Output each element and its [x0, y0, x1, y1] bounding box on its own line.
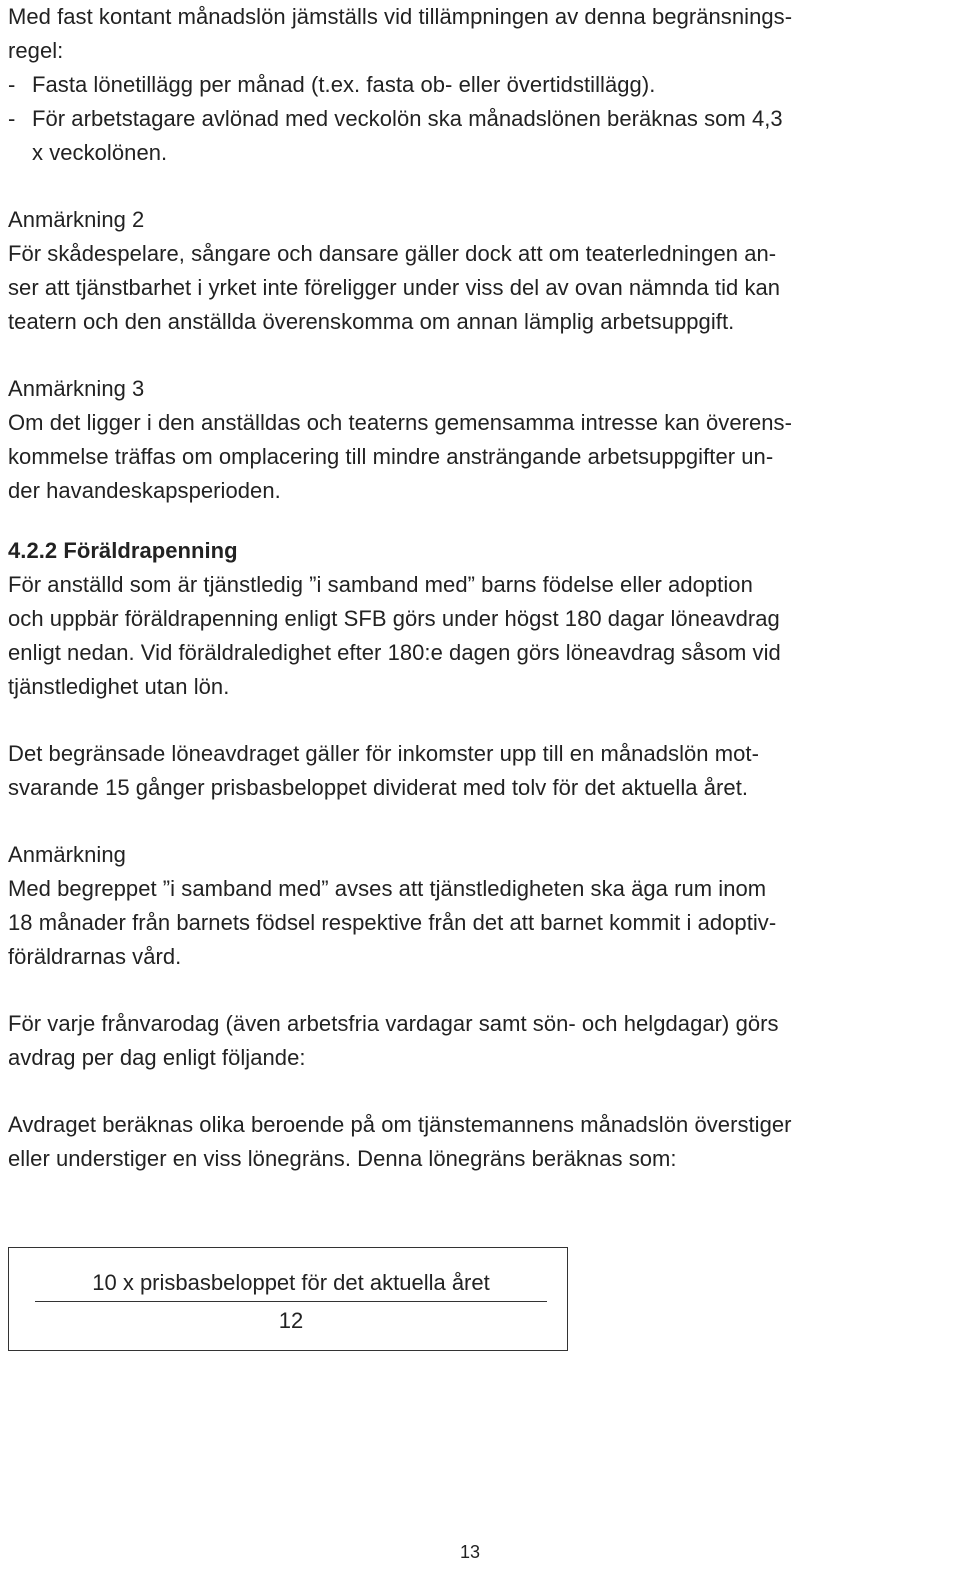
- note-3: [8, 372, 928, 508]
- text-line: 18 månader från barnets födsel respektive från det att barnet kommit i adoptiv-: [8, 910, 777, 935]
- document-page: [8, 0, 928, 1176]
- dash-bullet: -: [8, 106, 16, 131]
- list-item: [8, 102, 928, 136]
- text-line: Med begreppet ”i samband med” avses att tjänstledigheten ska äga rum inom: [8, 876, 767, 901]
- paragraph: [8, 568, 928, 704]
- spacer: [8, 170, 928, 203]
- note-title: Anmärkning 3: [8, 376, 145, 401]
- dash-bullet: -: [8, 72, 16, 97]
- text-line: regel:: [8, 38, 64, 63]
- formula-box: [8, 1247, 568, 1351]
- paragraph: [8, 1108, 928, 1176]
- list-item-text: Fasta lönetillägg per månad (t.ex. fasta ob- eller övertidstillägg).: [32, 72, 656, 97]
- list-item: [8, 68, 928, 102]
- text-line: avdrag per dag enligt följande:: [8, 1045, 306, 1070]
- note-2: [8, 203, 928, 339]
- spacer: [8, 805, 928, 838]
- intro-paragraph: [8, 0, 928, 170]
- list-item-continuation: x veckolönen.: [32, 140, 168, 165]
- text-line: enligt nedan. Vid föräldraledighet efter 180:e dagen görs löneavdrag såsom vid: [8, 640, 781, 665]
- text-line: ser att tjänstbarhet i yrket inte föreligger under viss del av ovan nämnda tid kan: [8, 275, 781, 300]
- text-line: svarande 15 gånger prisbasbeloppet dividerat med tolv för det aktuella året.: [8, 775, 749, 800]
- formula-numerator: 10 x prisbasbeloppet för det aktuella året: [92, 1270, 490, 1295]
- spacer: [8, 1075, 928, 1108]
- section-foraldrapenning: [8, 534, 928, 1176]
- text-line: teatern och den anställda överenskomma om annan lämplig arbetsuppgift.: [8, 309, 735, 334]
- text-line: För anställd som är tjänstledig ”i samband med” barns födelse eller adoption: [8, 572, 753, 597]
- fraction-bar: [35, 1301, 547, 1302]
- text-line: För varje frånvarodag (även arbetsfria vardagar samt sön- och helgdagar) görs: [8, 1011, 779, 1036]
- spacer: [8, 339, 928, 372]
- text-line: Avdraget beräknas olika beroende på om tjänstemannens månadslön överstiger: [8, 1112, 792, 1137]
- note-title: Anmärkning: [8, 842, 126, 867]
- spacer: [8, 974, 928, 1007]
- note: [8, 838, 928, 974]
- text-line: tjänstledighet utan lön.: [8, 674, 230, 699]
- text-line: och uppbär föräldrapenning enligt SFB görs under högst 180 dagar löneavdrag: [8, 606, 780, 631]
- page-number: 13: [460, 1542, 481, 1562]
- paragraph: [8, 737, 928, 805]
- paragraph: [8, 1007, 928, 1075]
- text-line: Med fast kontant månadslön jämställs vid tillämpningen av denna begränsnings-: [8, 4, 793, 29]
- text-line: Om det ligger i den anställdas och teaterns gemensamma intresse kan överens-: [8, 410, 792, 435]
- section-heading: 4.2.2 Föräldrapenning: [8, 538, 238, 563]
- text-line: Det begränsade löneavdraget gäller för inkomster upp till en månadslön mot-: [8, 741, 759, 766]
- text-line: föräldrarnas vård.: [8, 944, 182, 969]
- text-line: kommelse träffas om omplacering till mindre ansträngande arbetsuppgifter un-: [8, 444, 774, 469]
- text-line: der havandeskapsperioden.: [8, 478, 281, 503]
- spacer: [8, 704, 928, 737]
- text-line: För skådespelare, sångare och dansare gäller dock att om teaterledningen an-: [8, 241, 777, 266]
- list-item-text: För arbetstagare avlönad med veckolön ska månadslönen beräknas som 4,3: [32, 106, 783, 131]
- formula-denominator: 12: [278, 1308, 304, 1333]
- note-title: Anmärkning 2: [8, 207, 145, 232]
- text-line: eller understiger en viss lönegräns. Denna lönegräns beräknas som:: [8, 1146, 677, 1171]
- spacer: [8, 508, 928, 534]
